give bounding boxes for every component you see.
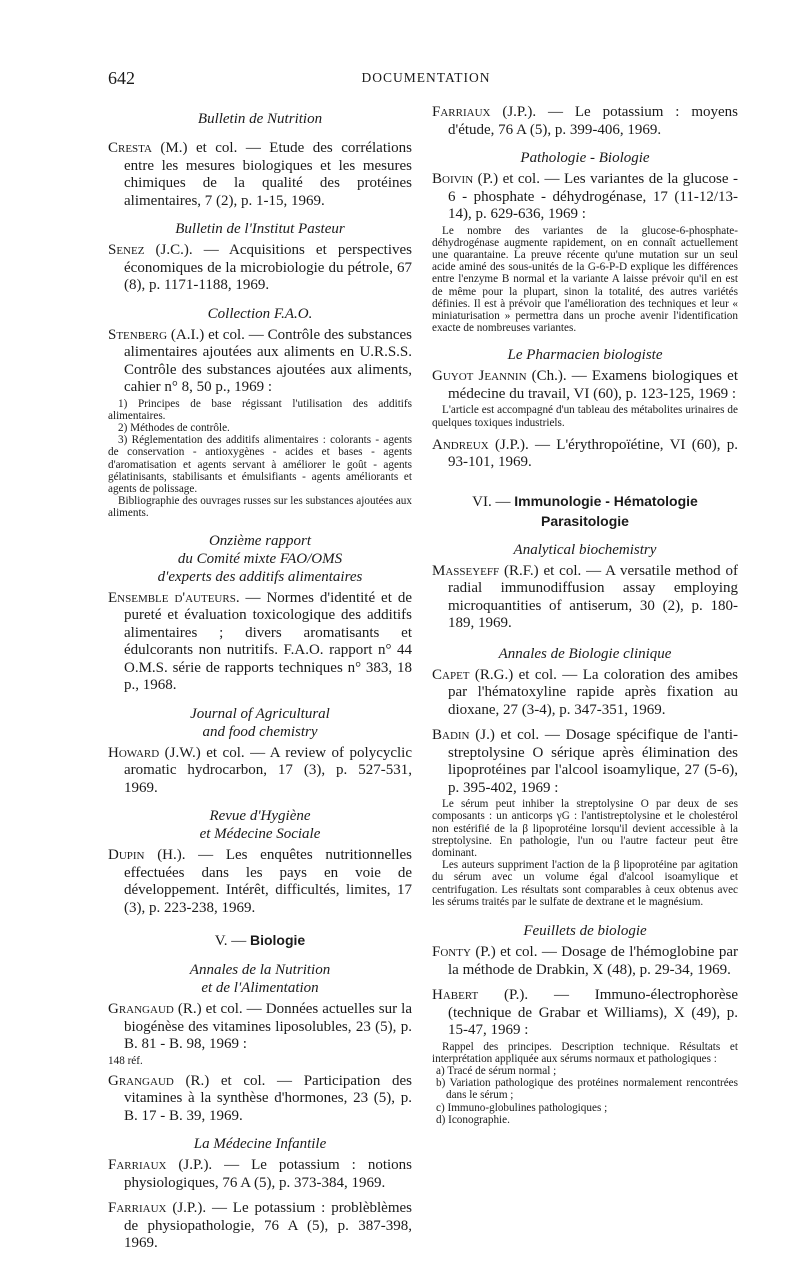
citation-author: Capet [432, 666, 470, 683]
citation-author: Badin [432, 727, 470, 744]
citation-text: (J.C.). — Acquisitions et perspectives économiques de la microbiologie du pétrole, 67 (8), p. 1171-1188, 1969. [124, 242, 412, 293]
journal-heading: Bulletin de l'Institut Pasteur [175, 221, 345, 237]
journal-heading: La Médecine Infantile [193, 1136, 327, 1153]
journal-heading-line: du Comité mixte FAO/OMS [177, 550, 343, 567]
citation-author: Boivin [432, 171, 474, 187]
citation-entry [108, 1200, 412, 1253]
note-line: 3) Réglementation des additifs alimentaires : colorants - agents de conservation - antioxygènes - acides et bases - agents d'aromatisation et agents servant à améliorer le goût - agents gélatinisants, stabilisants et émulsifiants - agents améliorants et agents de polissage. [108, 434, 412, 495]
part-title: Parasitologie [541, 512, 629, 529]
journal-heading: Bulletin de Nutrition [197, 111, 323, 127]
journal-heading [108, 532, 412, 586]
citation-text: (P.) et col. — Les variantes de la glucose - 6 - phosphate - déhydrogénase, 17 (11-12/13-14), p. 629-636, 1969 : [448, 171, 738, 222]
citation-author: Stenberg [108, 326, 168, 343]
journal-heading: Analytical biochemistry [513, 541, 657, 558]
citation-entry [432, 727, 738, 797]
citation-text: . — Normes d'identité et de pureté et évaluation toxicologique des additifs alimentaires ; divers aromatisants et édulcorants non nutritifs. F.A.O. rapport n° 44 O.M.S. série de rapports techniques n° 383, 18 p., 1968. [124, 589, 412, 694]
part-title: Immunologie - Hématologie [514, 492, 698, 509]
note-item: d) Iconographie. [436, 1113, 510, 1126]
citation-text: (R.F.) et col. — A versatile method of radial immunodiffusion assay employing microquantities of antiserum, 30 (2), p. 180-189, 1969. [448, 562, 738, 632]
citation-text: (J.P.). — L'érythropoïétine, VI (60), p. 93-101, 1969. [448, 436, 738, 471]
citation-entry [432, 987, 738, 1040]
citation-text: (R.) et col. — Participation des vitamines à la synthèse d'hormones, 23 (5), p. B. 17 - B. 39, 1969. [124, 1072, 412, 1124]
abstract-note [432, 225, 738, 335]
citation-text: (P.). — Immuno-électrophorèse (technique de Grabar et Williams), X (49), p. 15-47, 1969 : [448, 987, 738, 1039]
citation-entry [108, 847, 412, 917]
citation-text: (J.P.). — Le potassium : notions physiologiques, 76 A (5), p. 373-384, 1969. [124, 1157, 412, 1191]
citation-entry [432, 104, 738, 139]
part-title: Biologie [249, 932, 306, 949]
citation-author: Grangaud [108, 1001, 174, 1018]
note-line: Le nombre des variantes de la glucose-6-phosphate-déhydrogénase augmente rapidement, on en connaît actuellement une quarantaine. La preuve récente qu'une mutation sur un seul acide aminé des sous-unités de la G-6-P-D explique les différences entre l'enzyme B normal et la variante A laisse prévoir qu'il en est de même pour la plupart, sinon la totalité, des autres variétés définies. Il est à prévoir que l'amélioration des techniques et leur « miniaturisation » permettra dans un proche avenir l'identification exacte de nombreuses variantes. [432, 224, 738, 335]
citation-text: (P.) et col. — Dosage de l'hémoglobine par la méthode de Drabkin, X (48), p. 29-34, 1969. [448, 944, 738, 978]
citation-entry [432, 667, 738, 720]
citation-author: Dupin [108, 847, 145, 864]
journal-heading-line: et Médecine Sociale [199, 826, 321, 843]
abstract-note: 148 réf. [108, 1054, 143, 1067]
note-item: b) Variation pathologique des protéines normalement rencontrées dans le sérum ; [436, 1077, 738, 1102]
citation-text: (J.W.) et col. — A review of polycyclic aromatic hydrocarbon, 17 (3), p. 527-531, 1969. [124, 744, 412, 796]
citation-entry [108, 1073, 412, 1126]
page-header [108, 68, 744, 94]
citation-author: Guyot Jeannin [432, 368, 527, 385]
abstract-note [432, 404, 738, 428]
journal-heading [108, 705, 412, 741]
note-item: a) Tracé de sérum normal ; [436, 1064, 557, 1077]
citation-author: Cresta [108, 140, 152, 156]
citation-author: Ensemble d'auteurs [108, 589, 236, 606]
citation-text: (M.) et col. — Etude des corrélations entre les mesures biologiques et les mesures chimiques de la qualité des protéines alimentaires, 7 (2), p. 1-15, 1969. [124, 140, 412, 209]
abstract-note [432, 798, 738, 908]
note-line: Le sérum peut inhiber la streptolysine O par deux de ses composants : un anticorps γG : l'antistreptolysine et le cholestérol non estérifié de la β lipoprotéine lorsqu'il devient accessible à la streptolysine. En pathologie, l'un ou l'autre facteur peut être dominant. [432, 798, 738, 860]
note-line: Les auteurs suppriment l'action de la β lipoprotéine par agitation du sérum avec un volume égal d'alcool isoamylique et centrifugation. Les résultats sont comparables à ceux obtenus avec les sérums traités par le sulfate de dextrane et le magnésium. [432, 859, 738, 908]
citation-author: Howard [108, 744, 160, 761]
part-heading [432, 492, 738, 531]
citation-entry [108, 140, 412, 210]
citation-text: (J.) et col. — Dosage spécifique de l'anti-streptolysine O sérique après élimination des lipoprotéines par l'alcool isoamylique, 27 (5-6), p. 395-402, 1969 : [448, 727, 738, 796]
citation-text: (Ch.). — Examens biologiques et médecine du travail, VI (60), p. 123-125, 1969 : [448, 368, 738, 402]
note-line: Rappel des principes. Description technique. Résultats et interprétation appliquée aux sérums normaux et pathologiques : [432, 1040, 738, 1065]
note-line: 2) Méthodes de contrôle. [118, 421, 230, 434]
journal-heading [108, 807, 412, 843]
note-line: Bibliographie des ouvrages russes sur les substances ajoutées aux aliments. [108, 495, 412, 520]
part-number: V. — [214, 933, 250, 950]
citation-entry [432, 944, 738, 979]
citation-entry [108, 327, 412, 397]
citation-author: Masseyeff [432, 562, 500, 579]
citation-text: (J.P.). — Le potassium : moyens d'étude, 76 A (5), p. 399-406, 1969. [448, 104, 738, 138]
citation-text: (A.I.) et col. — Contrôle des substances alimentaires ajoutées aux aliments en U.R.S.S. Contrôle des substances ajoutées aux aliments, cahier n° 8, 50 p., 1969 : [124, 326, 412, 395]
citation-entry [108, 242, 412, 295]
journal-heading-line: Annales de la Nutrition [189, 962, 331, 979]
left-column [108, 104, 412, 1253]
abstract-note [108, 398, 412, 520]
note-item: c) Immuno-globulines pathologiques ; [436, 1101, 608, 1114]
citation-text: (J.P.). — Le potassium : problèblèmes de physiopathologie, 76 A (5), p. 387-398, 1969. [124, 1200, 412, 1252]
journal-heading-line: Onzième rapport [208, 532, 312, 549]
note-line: L'article est accompagné d'un tableau des métabolites urinaires de quelques toxiques industriels. [432, 404, 738, 429]
journal-heading [108, 961, 412, 997]
journal-heading: Pathologie - Biologie [520, 150, 650, 166]
part-number: VI. — [472, 493, 515, 510]
journal-heading: Collection F.A.O. [207, 305, 313, 322]
journal-heading-line: Revue d'Hygiène [209, 808, 311, 825]
citation-entry [432, 171, 738, 224]
journal-heading: Annales de Biologie clinique [498, 645, 672, 662]
citation-entry [432, 563, 738, 633]
citation-author: Farriaux [108, 1157, 167, 1174]
citation-entry [108, 1001, 412, 1054]
citation-text: (R.) et col. — Données actuelles sur la biogénèse des vitamines liposolubles, 23 (5), p. B. 81 - B. 98, 1969 : [124, 1001, 412, 1053]
journal-heading-line: et de l'Alimentation [201, 980, 319, 997]
citation-author: Habert [432, 987, 479, 1004]
right-column [432, 104, 738, 1126]
citation-author: Farriaux [108, 1200, 167, 1217]
journal-heading: Feuillets de biologie [523, 923, 647, 940]
running-head: DOCUMENTATION [361, 70, 491, 85]
citation-entry [108, 745, 412, 798]
citation-author: Senez [108, 242, 145, 258]
citation-author: Fonty [432, 944, 471, 961]
journal-heading-line: Journal of Agricultural [190, 705, 330, 722]
citation-author: Grangaud [108, 1072, 174, 1089]
part-heading [108, 931, 412, 951]
journal-heading-line: d'experts des additifs alimentaires [157, 568, 363, 585]
citation-entry [108, 1157, 412, 1192]
abstract-note [432, 1041, 738, 1126]
journal-heading-line: and food chemistry [202, 723, 318, 740]
page-number: 642 [108, 68, 135, 88]
citation-author: Farriaux [432, 104, 491, 120]
note-line: 1) Principes de base régissant l'utilisation des additifs alimentaires. [108, 397, 412, 422]
journal-heading: Le Pharmacien biologiste [507, 347, 663, 364]
citation-entry [108, 590, 412, 695]
citation-text: (H.). — Les enquêtes nutritionnelles effectuées dans les pays en voie de développement. Intérêt, difficultés, limites, 17 (3), p. 223-238, 1969. [124, 847, 412, 916]
citation-entry [432, 368, 738, 403]
citation-entry [432, 437, 738, 472]
citation-text: (R.G.) et col. — La coloration des amibes par l'hématoxyline rapide après fixation au dioxane, 27 (3-4), p. 347-351, 1969. [448, 666, 738, 718]
citation-author: Andreux [432, 436, 489, 453]
